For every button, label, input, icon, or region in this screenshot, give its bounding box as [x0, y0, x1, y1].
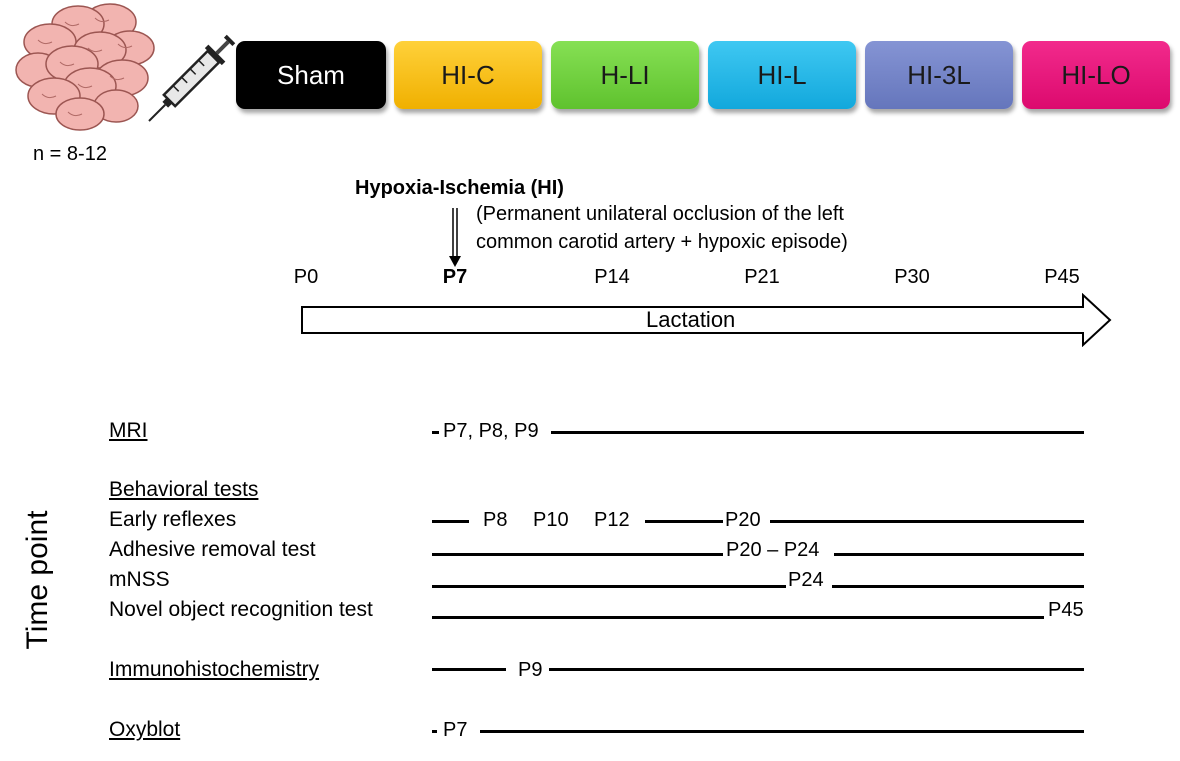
oxyblot-line-start: [432, 730, 437, 733]
oxyblot-line: [480, 730, 1084, 733]
early-reflexes-line-3: [770, 520, 1084, 523]
behavioral-tests-header: Behavioral tests: [109, 478, 259, 501]
hi-description-line-2: common carotid artery + hypoxic episode): [476, 231, 848, 253]
row-label-mnss: mNSS: [109, 568, 170, 591]
hi-down-arrow-icon: [447, 208, 463, 268]
early-reflexes-p20: P20: [725, 509, 761, 531]
ihc-line-1: [432, 668, 506, 671]
group-hi-3l: [865, 41, 1013, 109]
row-label-early-reflexes: Early reflexes: [109, 508, 237, 531]
novel-object-line: [432, 616, 1044, 619]
mri-timepoints: P7, P8, P9: [443, 420, 539, 442]
row-label-novel-object: Novel object recognition test: [109, 598, 373, 621]
row-label-adhesive-removal: Adhesive removal test: [109, 538, 316, 561]
group-label: HI-C: [441, 59, 495, 90]
tick-p45: P45: [1044, 266, 1080, 288]
group-h-li: [551, 41, 699, 109]
hi-title: Hypoxia-Ischemia (HI): [355, 177, 564, 199]
mri-line-start: [432, 431, 439, 434]
early-reflexes-p12: P12: [594, 509, 630, 531]
tick-p14: P14: [594, 266, 630, 288]
tick-p7: P7: [442, 266, 468, 288]
row-label-oxyblot: Oxyblot: [109, 718, 181, 741]
syringe-icon: [140, 20, 240, 140]
group-label: H-LI: [600, 59, 650, 90]
group-label: HI-3L: [907, 59, 971, 90]
early-reflexes-line-2: [645, 520, 723, 523]
hi-description-line-1: (Permanent unilateral occlusion of the left: [476, 203, 844, 225]
mnss-line-1: [432, 585, 787, 588]
mnss-timepoints: P24: [788, 569, 824, 591]
early-reflexes-p10: P10: [533, 509, 569, 531]
ihc-timepoints: P9: [518, 659, 543, 681]
novel-object-timepoints: P45: [1048, 599, 1084, 621]
mnss-line-2: [832, 585, 1084, 588]
early-reflexes-p8: P8: [483, 509, 508, 531]
row-label-mri: MRI: [109, 419, 148, 442]
group-hi-lo: [1022, 41, 1170, 109]
oxyblot-timepoints: P7: [443, 719, 468, 741]
ihc-line-2: [549, 668, 1084, 671]
adhesive-line-2: [834, 553, 1084, 556]
early-reflexes-line-1: [432, 520, 469, 523]
tick-p21: P21: [744, 266, 780, 288]
lactation-label: Lactation: [646, 307, 736, 332]
tick-p30: P30: [894, 266, 930, 288]
sample-size-label: n = 8-12: [33, 143, 107, 165]
group-hi-c: [394, 41, 542, 109]
tick-p0: P0: [293, 266, 319, 288]
mri-line: [551, 431, 1084, 434]
time-point-axis-label: Time point: [21, 510, 54, 650]
group-sham: [236, 41, 386, 109]
adhesive-line-1: [432, 553, 723, 556]
group-label: HI-LO: [1061, 59, 1131, 90]
group-label: Sham: [277, 59, 345, 90]
adhesive-timepoints: P20 – P24: [726, 539, 820, 561]
group-hi-l: [708, 41, 856, 109]
group-label: HI-L: [757, 59, 807, 90]
row-label-immunohistochemistry: Immunohistochemistry: [109, 658, 320, 681]
neonatal-pups-illustration: [10, 0, 160, 145]
